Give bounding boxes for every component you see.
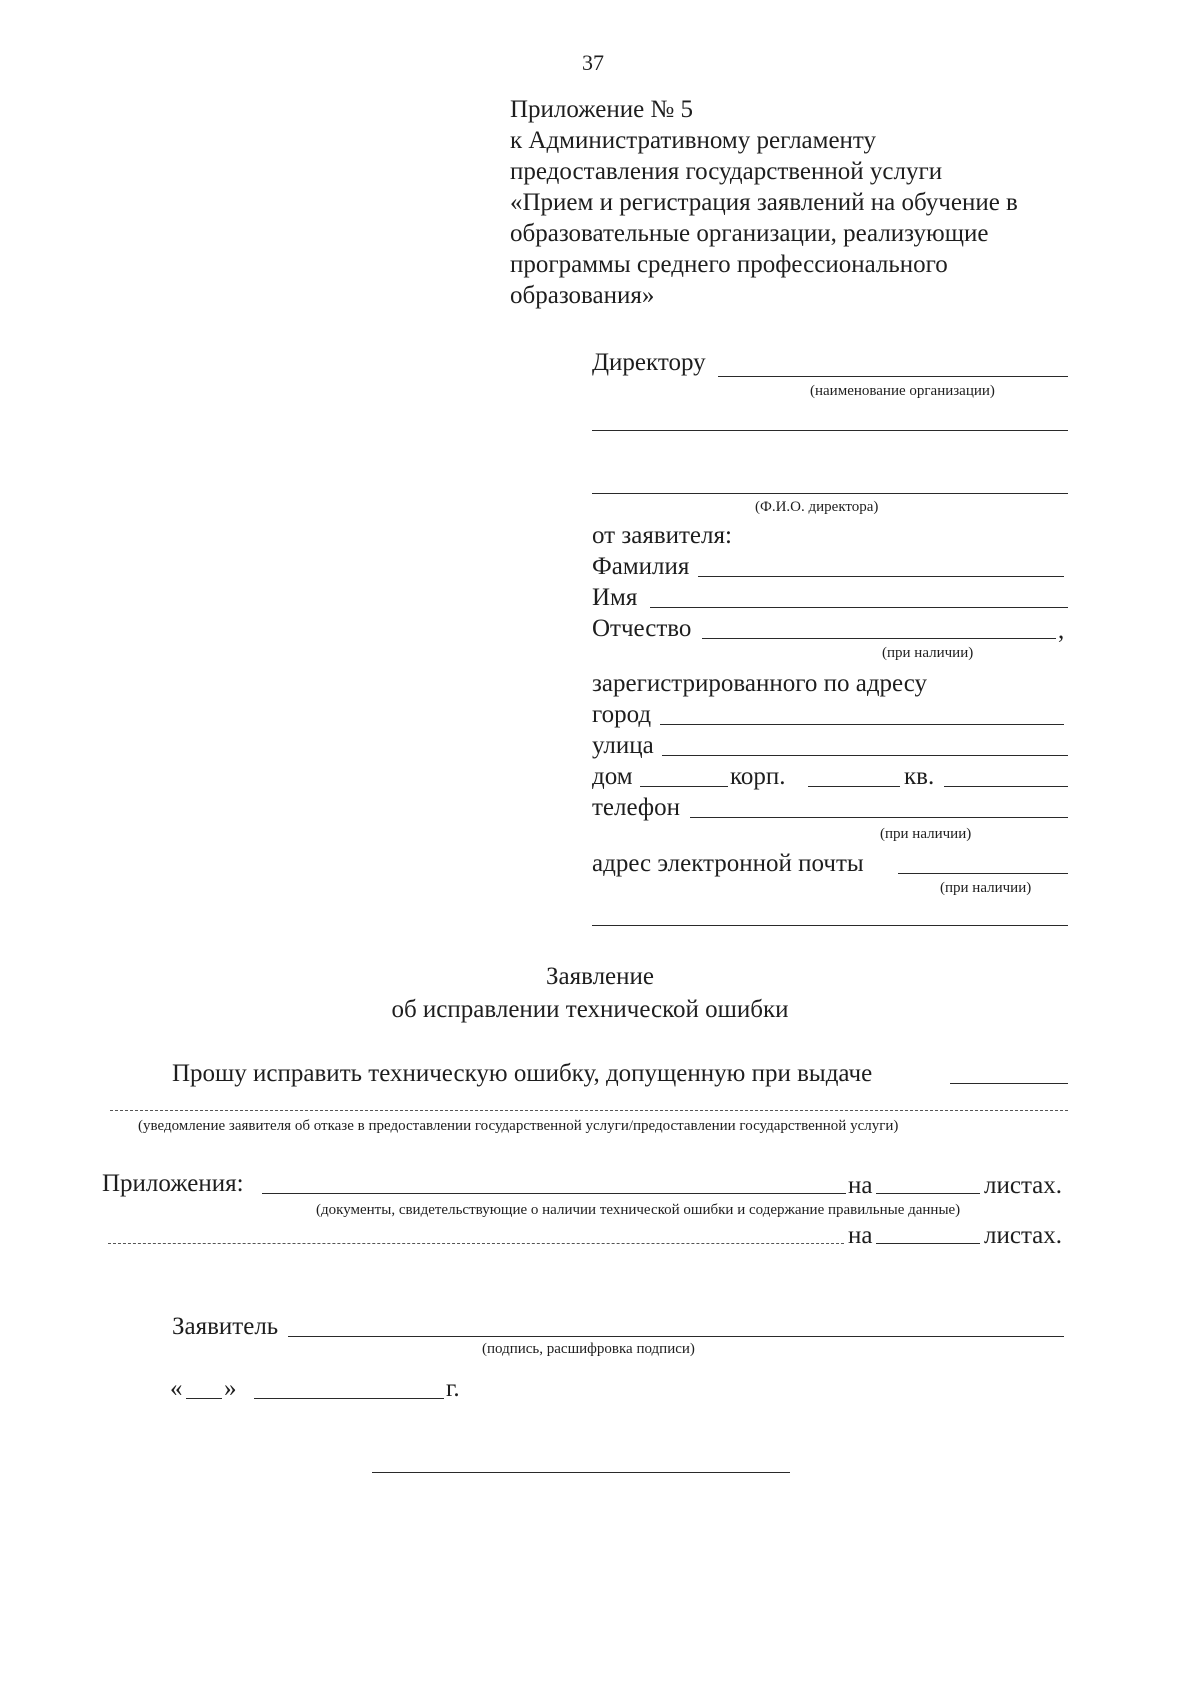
- name-label: Имя: [592, 584, 638, 611]
- surname-label: Фамилия: [592, 553, 690, 580]
- email-field[interactable]: [898, 873, 1068, 874]
- attachments-label: Приложения:: [102, 1170, 244, 1197]
- attachments-hint: (документы, свидетельствующие о наличии технической ошибки и содержание правильные данные): [316, 1202, 961, 1218]
- date-day-field[interactable]: [186, 1398, 222, 1399]
- year-suffix: г.: [446, 1375, 460, 1402]
- header-line: Приложение № 5: [510, 96, 694, 123]
- patronymic-label: Отчество: [592, 615, 692, 642]
- patronymic-field[interactable]: [702, 638, 1056, 639]
- sheets-label-2: листах.: [984, 1222, 1063, 1249]
- email-label: адрес электронной почты: [592, 850, 864, 877]
- request-text: Прошу исправить техническую ошибку, допущенную при выдаче: [172, 1060, 873, 1087]
- phone-label: телефон: [592, 794, 680, 821]
- header-line: программы среднего профессионального: [510, 251, 948, 278]
- header-line: предоставления государственной услуги: [510, 158, 943, 185]
- phone-hint: (при наличии): [880, 826, 972, 842]
- name-field[interactable]: [650, 607, 1068, 608]
- organization-field-line-2[interactable]: [592, 430, 1068, 431]
- attachments-field-line-2[interactable]: [108, 1243, 844, 1244]
- title-line-1: Заявление: [545, 963, 655, 990]
- patronymic-comma: ,: [1058, 617, 1065, 644]
- end-separator-line: [372, 1472, 790, 1473]
- date-open-quote: «: [170, 1375, 183, 1402]
- director-name-field[interactable]: [592, 493, 1068, 494]
- attachments-field[interactable]: [262, 1193, 846, 1194]
- phone-field[interactable]: [690, 817, 1068, 818]
- director-label: Директору: [592, 349, 706, 376]
- building-field[interactable]: [808, 786, 900, 787]
- date-close-quote: »: [224, 1375, 237, 1402]
- sheets-count-field[interactable]: [876, 1193, 980, 1194]
- registered-address-label: зарегистрированного по адресу: [592, 670, 928, 697]
- on-label: на: [848, 1172, 873, 1199]
- city-field[interactable]: [660, 724, 1064, 725]
- apartment-field[interactable]: [944, 786, 1068, 787]
- city-label: город: [592, 701, 652, 728]
- sheets-label: листах.: [984, 1172, 1063, 1199]
- header-line: к Административному регламенту: [510, 127, 877, 154]
- street-label: улица: [592, 732, 654, 759]
- from-applicant-label: от заявителя:: [592, 522, 732, 549]
- header-line: образовательные организации, реализующие: [510, 220, 989, 247]
- applicant-label: Заявитель: [172, 1313, 279, 1340]
- request-field[interactable]: [950, 1083, 1068, 1084]
- street-field[interactable]: [662, 755, 1068, 756]
- signature-field[interactable]: [288, 1336, 1064, 1337]
- signature-hint: (подпись, расшифровка подписи): [482, 1341, 695, 1357]
- surname-field[interactable]: [698, 576, 1064, 577]
- extra-field[interactable]: [592, 925, 1068, 926]
- house-label: дом: [592, 763, 633, 790]
- request-field-line-2[interactable]: [110, 1110, 1068, 1111]
- page-number: 37: [582, 50, 604, 75]
- director-name-hint: (Ф.И.О. директора): [755, 499, 879, 515]
- patronymic-hint: (при наличии): [882, 645, 974, 661]
- sheets-count-field-2[interactable]: [876, 1243, 980, 1244]
- request-hint: (уведомление заявителя об отказе в предоставлении государственной услуги/предоставлении государственной услуги): [138, 1118, 899, 1134]
- date-month-year-field[interactable]: [254, 1398, 444, 1399]
- apartment-label: кв.: [904, 763, 935, 790]
- header-line: «Прием и регистрация заявлений на обучение в: [510, 189, 1018, 216]
- header-line: образования»: [510, 282, 655, 309]
- organization-hint: (наименование организации): [810, 383, 995, 399]
- building-label: корп.: [730, 763, 786, 790]
- title-line-2: об исправлении технической ошибки: [391, 996, 789, 1023]
- house-field[interactable]: [640, 786, 728, 787]
- email-hint: (при наличии): [940, 880, 1032, 896]
- on-label-2: на: [848, 1222, 873, 1249]
- organization-field[interactable]: [718, 376, 1068, 377]
